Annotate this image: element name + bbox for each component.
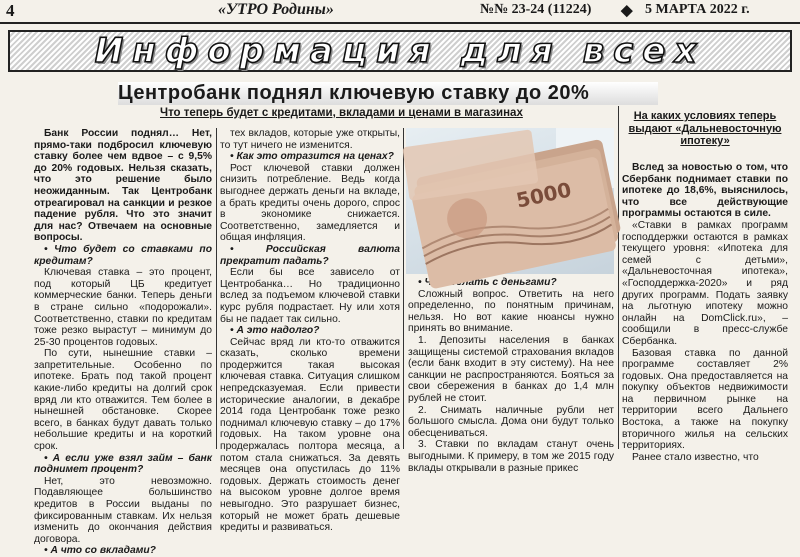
column-divider [618,106,619,449]
article-paragraph: Нет, это невозможно. Подавляющее большинство кредитов в России выданы по фиксированным ставкам. Их нельзя изменить до окончания действия договора. [34,475,212,545]
article-question: • А если уже взял займ – банк поднимет процент? [34,452,212,476]
article-question: • А что со вкладами? [44,545,156,557]
article-question: • Как это отразится на ценах? [230,151,394,163]
article-paragraph: Базовая ставка по данной программе составляет 2% годовых. Она предоставляется на покупку объектов недвижимости на первичном рынке на территории всего Дальнего Востока, а также на покупку вторичного жилья на сельских территориях. [622,347,788,452]
article-paragraph: 1. Депозиты населения в банках защищены системой страхования вкладов (если банк входит в эту систему). На нее санкции не распространяются. Бояться за свои сбережения в банках до 1,4 млн рублей не стоит. [408,334,614,404]
sidebar-column [622,162,788,463]
banknotes-illustration [406,128,614,274]
article-paragraph: Вслед за новостью о том, что Сбербанк поднимает ставки по ипотеке до 18,6%, выяснилось, что все действующие программы остаются в силе. [622,162,788,220]
article-headline: Центробанк поднял ключевую ставку до 20% [118,82,658,105]
article-paragraph: 2. Снимать наличные рубли нет большого смысла. Дома они будут только обесцениваться. [408,404,614,439]
article-paragraph: Сейчас вряд ли кто-то отважится сказать, сколько времени продержится такая высокая ключевая ставка. Ситуация слишком непредсказуемая. Если привести исторические аналогии, в декабре 2014 года Центробанк тоже резко поднимал ключевую ставку – до 17% годовых. На таком уровне она продержалась полтора месяца, а потом стала снижаться. За девять месяцев она опустилась до 11% годовых. Держать стоимость денег на высоком уровне долгое время невыгодно. Это разрушает бизнес, который не может брать дешевые кредиты и развиваться. [220,336,400,534]
diamond-icon: ◆ [621,3,633,19]
article-column-3 [408,277,614,474]
article-paragraph: По сути, нынешние ставки – запретительные. Особенно по ипотеке. Брать под такой процент какие-либо кредиты на долгий срок вряд ли кто отважится. Тем более в нынешней обстановке. Скорее всего, в банках будут давать только небольшие кредиты и на короткий срок. [34,348,212,453]
article-question: • Что будет со ставками по кредитам? [34,243,212,267]
article-question: • А это надолго? [230,325,320,337]
article-question: • Российская валюта прекратит падать? [220,243,400,267]
article-paragraph: тех вкладов, которые уже открыты, то тут ничего не изменится. [220,128,400,151]
paper-title: «УТРО Родины» [218,1,334,18]
article-paragraph: «Ставки в рамках программ господдержки остаются в рамках текущего уровня: «Ипотека для семей с детьми», «Дальневосточная ипотека», «Господдержка-2020» и ряд других программ. Подать заявку на льготную ипотеку можно онлайн на DomClick.ru», – сообщили в пресс-службе Сбербанка. [622,219,788,347]
article-column-1 [34,128,212,557]
column-divider [216,128,217,449]
banknotes-photo [406,128,614,274]
column-divider [403,128,404,449]
article-paragraph: Если бы все зависело от Центробанка… Но традиционно вслед за подъемом ключевой ставки курс рубля подрастает. Ну или хотя бы не падает так сильно. [220,267,400,325]
masthead [0,0,800,24]
article-paragraph: Ключевая ставка – это процент, под который ЦБ кредитует коммерческие банки. Теперь деньги в стране сильно «подорожали». Соответственно, ставки по кредитам тоже резко вырастут – минимум до 25-30 процентов годовых. [34,267,212,348]
article-subhead: Что теперь будет с кредитами, вкладами и ценами в магазинах [160,107,523,119]
article-question: • Что делать с деньгами? [418,277,557,288]
page-number: 4 [6,1,15,20]
section-banner-text: Информация для всех [94,31,706,71]
article-paragraph: Рост ключевой ставки должен снизить потребление. Ведь когда выгоднее держать деньги на вкладе, а брать кредиты очень дорого, спрос в экономике снижается. Соответственно, замедляется и общая инфляция. [220,162,400,244]
article-paragraph: Ранее стало известно, что [632,451,759,463]
article-column-2 [220,128,400,534]
article-paragraph: Сложный вопрос. Ответить на него определенно, по понятным причинам, нельзя. Но вот какие нюансы нужно принять во внимание. [408,288,614,335]
issue-date: 5 МАРТА 2022 г. [645,2,750,17]
section-banner [8,30,792,72]
article-paragraph: Банк России поднял… Нет, прямо-таки подбросил ключевую ставку более чем вдвое – с 9,5% до 20% годовых. Нельзя сказать, что это решение было неожиданным. Так Центробанк отреагировал на санкции и резкое падение рубля. Что это значит для нас? Отвечаем на основные вопросы. [34,128,212,244]
sidebar-headline: На каких условиях теперь выдают «Дальневосточную ипотеку» [628,110,782,147]
issue-number: №№ 23-24 (11224) [480,2,592,17]
article-paragraph: 3. Ставки по вкладам станут очень выгодными. К примеру, в том же 2015 году вклады открывали в разные прикес [408,439,614,474]
banknote-denomination: 5000 [514,177,574,213]
